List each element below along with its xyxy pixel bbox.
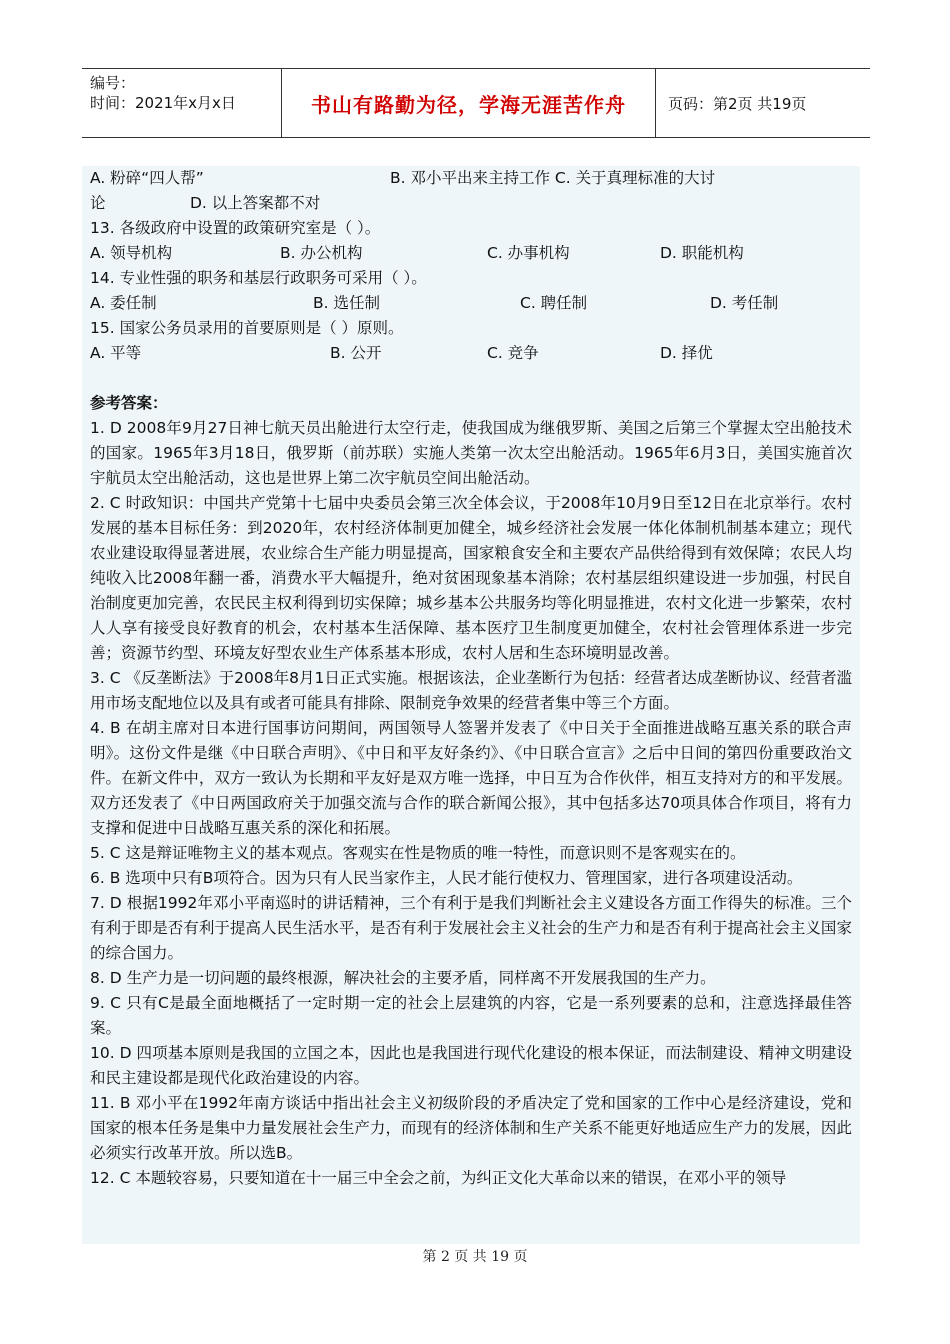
spacer [90, 366, 852, 391]
answer-item: 2. C 时政知识：中国共产党第十七届中央委员会第三次全体会议，于2008年10月9日至12日在北京举行。农村发展的基本目标任务：到2020年，农村经济体制更加健全，城乡经济社会发展一体化体制机制基本建立；现代农业建设取得显著进展，农业综合生产能力明显提高，国家粮食安全和主要农产品供给得到有效保障；农民人均纯收入比2008年翻一番，消费水平大幅提升，绝对贫困现象基本消除；农村基层组织建设进一步加强，村民自治制度更加完善，农民民主权利得到切实保障；城乡基本公共服务均等化明显推进，农村文化进一步繁荣，农村人人享有接受良好教育的机会，农村基本生活保障、基本医疗卫生制度更加健全，农村社会管理体系进一步完善；资源节约型、环境友好型农业生产体系基本形成，农村人居和生态环境明显改善。 [90, 494, 852, 662]
q13-option-d: D. 职能机构 [660, 244, 744, 262]
answer-item: 1. D 2008年9月27日神七航天员出舱进行太空行走，使我国成为继俄罗斯、美国之后第三个掌握太空出舱技术的国家。1965年3月18日，俄罗斯（前苏联）实施人类第一次太空出舱活动。1965年6月3日，美国实施首次宇航员太空出舱活动，这也是世界上第二次宇航员空间出舱活动。 [90, 419, 852, 487]
q13-option-c: C. 办事机构 [487, 244, 570, 262]
q14-stem: 14. 专业性强的职务和基层行政职务可采用（ ）。 [90, 269, 427, 287]
answer-item: 7. D 根据1992年邓小平南巡时的讲话精神，三个有利于是我们判断社会主义建设各方面工作得失的标准。三个有利于即是否有利于提高人民生活水平，是否有利于发展社会主义社会的生产力和是否有利于提高社会主义国家的综合国力。 [90, 894, 852, 962]
q15-stem: 15. 国家公务员录用的首要原则是（ ）原则。 [90, 319, 404, 337]
answer-item: 3. C 《反垄断法》于2008年8月1日正式实施。根据该法，企业垄断行为包括：经营者达成垄断协议、经营者滥用市场支配地位以及具有或者可能具有排除、限制竞争效果的经营者集中等三个方面。 [90, 669, 852, 712]
answer-item: 6. B 选项中只有B项符合。因为只有人民当家作主，人民才能行使权力、管理国家，进行各项建设活动。 [90, 869, 803, 887]
answer-item: 11. B 邓小平在1992年南方谈话中指出社会主义初级阶段的矛盾决定了党和国家的工作中心是经济建设，党和国家的根本任务是集中力量发展社会生产力，而现有的经济体制和生产关系不能更好地适应生产力的发展，因此必须实行改革开放。所以选B。 [90, 1094, 852, 1162]
q15-option-a: A. 平等 [90, 344, 142, 362]
q13-stem: 13. 各级政府中设置的政策研究室是（ ）。 [90, 219, 381, 237]
document-body [82, 166, 860, 1244]
q14-option-a: A. 委任制 [90, 294, 157, 312]
q15-option-c: C. 竞争 [487, 344, 539, 362]
answer-item: 8. D 生产力是一切问题的最终根源，解决社会的主要矛盾，同样离不开发展我国的生产力。 [90, 969, 716, 987]
q15-option-d: D. 择优 [660, 344, 713, 362]
q12-option-d: D. 以上答案都不对 [190, 194, 321, 212]
q13-options [90, 241, 852, 266]
q12-option-a: A. 粉碎“四人帮” [90, 169, 204, 187]
q15-options [90, 341, 852, 366]
number-label: 编号： [90, 74, 136, 92]
q12-options-row-2 [90, 191, 852, 216]
answer-item: 9. C 只有C是最全面地概括了一定时期一定的社会上层建筑的内容，它是一系列要素的总和，注意选择最佳答案。 [90, 994, 852, 1037]
q15-option-b: B. 公开 [330, 344, 382, 362]
page-header [82, 68, 870, 138]
header-page-info: 页码：第2页 共19页 [668, 94, 807, 113]
q12-option-b-cont: 论 [90, 194, 106, 212]
answers-title: 参考答案： [90, 394, 168, 412]
date-label: 时间：2021年x月x日 [90, 94, 236, 112]
q14-option-b: B. 选任制 [313, 294, 380, 312]
answer-item: 4. B 在胡主席对日本进行国事访问期间，两国领导人签署并发表了《中日关于全面推进战略互惠关系的联合声明》。这份文件是继《中日联合声明》、《中日和平友好条约》、《中日联合宣言》之后中日间的第四份重要政治文件。在新文件中，双方一致认为长期和平友好是双方唯一选择，中日互为合作伙伴，相互支持对方的和平发展。双方还发表了《中日两国政府关于加强交流与合作的联合新闻公报》，其中包括多达70项具体合作项目，将有力支撑和促进中日战略互惠关系的深化和拓展。 [90, 719, 852, 837]
q12-options-row [90, 166, 852, 191]
q14-option-c: C. 聘任制 [520, 294, 588, 312]
q14-option-d: D. 考任制 [710, 294, 779, 312]
page-footer: 第 2 页 共 19 页 [422, 1249, 528, 1265]
q14-options [90, 291, 852, 316]
q13-option-a: A. 领导机构 [90, 244, 173, 262]
header-meta [82, 69, 282, 137]
answer-item: 12. C 本题较容易，只要知道在十一届三中全会之前，为纠正文化大革命以来的错误，在邓小平的领导 [90, 1169, 787, 1187]
q13-option-b: B. 办公机构 [280, 244, 363, 262]
header-motto: 书山有路勤为径，学海无涯苦作舟 [282, 69, 656, 137]
q12-option-b: B. 邓小平出来主持工作 C. 关于真理标准的大讨 [390, 169, 716, 187]
answer-item: 5. C 这是辩证唯物主义的基本观点。客观实在性是物质的唯一特性，而意识则不是客观实在的。 [90, 844, 746, 862]
answer-item: 10. D 四项基本原则是我国的立国之本，因此也是我国进行现代化建设的根本保证，而法制建设、精神文明建设和民主建设都是现代化政治建设的内容。 [90, 1044, 852, 1087]
